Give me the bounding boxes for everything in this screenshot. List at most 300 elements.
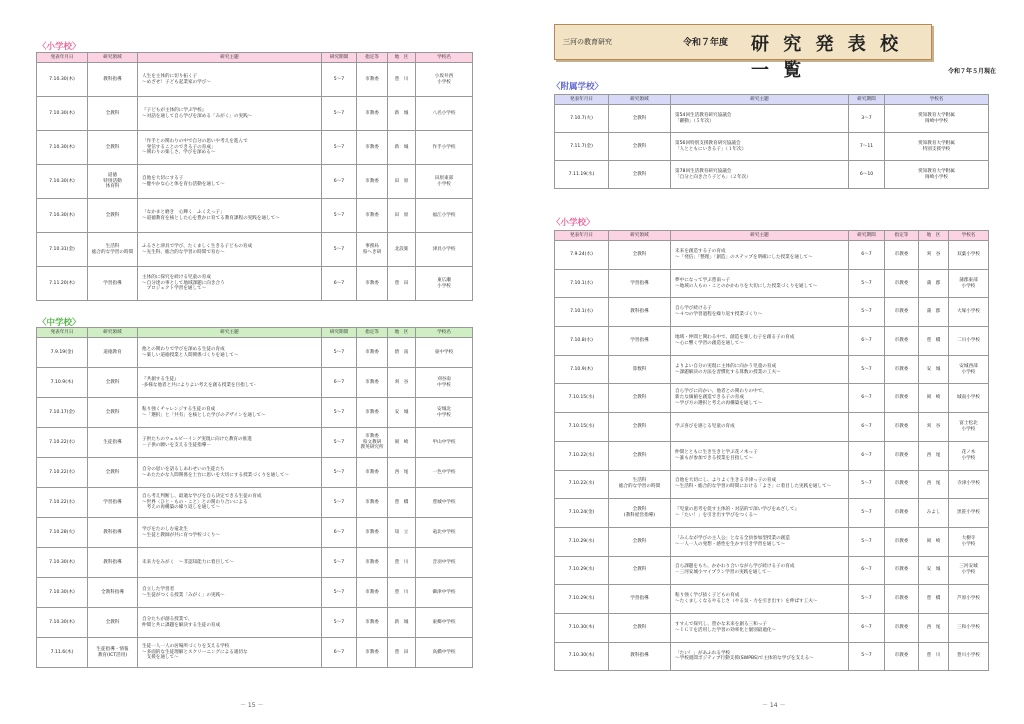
field-cell: 全教科 <box>609 161 671 189</box>
col-period: 研究期間 <box>849 231 885 241</box>
school-cell: 蒲郡東部 小学校 <box>949 269 989 298</box>
date-cell: 7.10.22(水) <box>555 470 609 499</box>
area-cell: 豊 田 <box>388 638 416 668</box>
table-row <box>555 298 989 327</box>
period-cell: 6～7 <box>849 384 885 413</box>
spec-cell: 市教委 <box>885 413 919 442</box>
area-cell: 岡 崎 <box>919 384 949 413</box>
spec-cell: 市教委 <box>357 458 388 488</box>
table-row <box>37 638 473 668</box>
area-cell: 刈 谷 <box>919 241 949 270</box>
theme-cell: 「たい！」があふれる学校 ～学校週間ポジティブ行動支援(SWPBS)で主体的な学びを支える～ <box>671 642 849 671</box>
spec-cell: 市教委 <box>885 384 919 413</box>
period-cell: 5～7 <box>322 97 357 131</box>
area-cell: 北設楽 <box>388 233 416 267</box>
date-cell: 7.11.19(水) <box>555 161 609 189</box>
date-cell: 7.10.7(火) <box>555 105 609 133</box>
elementary-table <box>36 52 473 301</box>
spec-cell: 市教委 <box>885 527 919 556</box>
date-cell: 7.10.9(木) <box>37 368 88 398</box>
area-cell: 豊 川 <box>388 63 416 97</box>
table-header <box>37 328 473 338</box>
period-cell: 5～7 <box>849 642 885 671</box>
school-cell: 津具小学校 <box>416 233 473 267</box>
theme-cell: 「みんなが学びの主人公」となる全員参加型授業の創造 ～一人一人の発想・感性を生かす引き学習を通して～ <box>671 527 849 556</box>
table-row <box>37 488 473 518</box>
theme-cell: 自分の思いを語るしあわせいの生徒たち ～あたたかな人間関係を土台に思いを大切にする授業づくりを通して～ <box>138 458 322 488</box>
field-cell: 教科指導 <box>609 642 671 671</box>
table-header <box>555 95 989 105</box>
area-cell: 西 尾 <box>919 470 949 499</box>
spec-cell: 市教委 <box>885 499 919 528</box>
school-cell: 刈谷南 中学校 <box>416 368 473 398</box>
area-cell: 安 城 <box>919 556 949 585</box>
period-cell: 5～7 <box>849 527 885 556</box>
field-cell: 全教科 <box>609 527 671 556</box>
field-cell: 全教科 <box>609 413 671 442</box>
date-cell: 7.10.31(金) <box>37 233 88 267</box>
period-cell: 7～11 <box>849 133 885 161</box>
field-cell: 全教科 (教科経営指導) <box>609 499 671 528</box>
spec-cell: 市教委 <box>357 578 388 608</box>
spec-cell: 市教委 <box>885 556 919 585</box>
date-cell: 7.10.22(水) <box>37 458 88 488</box>
table-row <box>37 368 473 398</box>
field-cell: 教科指導 <box>609 298 671 327</box>
area-cell: 西 尾 <box>919 613 949 642</box>
theme-cell: 第78回生活教育研究協議会 「自分と向き合う子ども」（２年次） <box>671 161 849 189</box>
school-cell: 高橋中学校 <box>416 638 473 668</box>
spec-cell: 市教委 <box>885 355 919 384</box>
field-cell: 全教科 <box>609 105 671 133</box>
date-cell: 7.9.24(水) <box>555 241 609 270</box>
spec-cell: 市教委 <box>357 131 388 165</box>
field-cell: 全教科 <box>88 608 138 638</box>
theme-cell: 他との関わりで学びを深める生徒の育成 ～楽しい道徳授業と人間関係づくりを通して～ <box>138 338 322 368</box>
field-cell: 算数科 <box>609 355 671 384</box>
area-cell: 刈 谷 <box>388 368 416 398</box>
area-cell: 豊 橋 <box>919 585 949 614</box>
date-cell: 7.10.15(水) <box>555 413 609 442</box>
table-row <box>37 233 473 267</box>
area-cell: 知 立 <box>388 518 416 548</box>
table-row <box>555 133 989 161</box>
school-cell: 東広瀬 小学校 <box>416 267 473 301</box>
spec-cell: 市教委 <box>885 327 919 356</box>
area-cell: 豊 川 <box>388 578 416 608</box>
col-field: 研究領域 <box>88 53 138 63</box>
junior-table <box>36 327 473 668</box>
date-cell: 7.10.24(金) <box>555 499 609 528</box>
col-school: 学校名 <box>416 328 473 338</box>
section-label-elementary: 〈小学校〉 <box>38 42 81 52</box>
table-row <box>37 518 473 548</box>
date-cell: 7.10.1(水) <box>555 269 609 298</box>
spec-cell: 市教委 <box>885 642 919 671</box>
field-cell: 全教科 <box>609 384 671 413</box>
theme-cell: 自ら課題をもち、かかわり合いながら学び続ける子の育成 －三河安城小マイプラン学習の実践を通して－ <box>671 556 849 585</box>
theme-cell: 「作手との関わりの中で自分の思いや考えを進んで 発信することのできる子の育成」 ～関わりの楽しさ、学びを深める～ <box>138 131 322 165</box>
theme-cell: よりよい自分の実現に主体的に向かう児童の育成 ～課題解決の方法を習慣化する算数の授業の工夫～ <box>671 355 849 384</box>
school-cell: 大塚小学校 <box>949 298 989 327</box>
section-label-junior: 〈中学校〉 <box>38 318 81 328</box>
field-cell: 全教科 <box>609 556 671 585</box>
theme-cell: 子供たちのウェルビーイング実現に向けた教育の推進 －子供の願いを支える生徒指導－ <box>138 428 322 458</box>
elementary-table-right <box>554 230 989 671</box>
col-theme: 研究主題 <box>138 53 322 63</box>
table-row <box>37 131 473 165</box>
field-cell: 教科指導 <box>88 63 138 97</box>
spec-cell: 市教委 <box>885 441 919 470</box>
period-cell: 5～7 <box>849 269 885 298</box>
theme-cell: 夢中になって学ぶ豊南っ子 ～地域の人もの・ことのかかわりを大切にした授業づくりを通して～ <box>671 269 849 298</box>
theme-cell: すすんで探究し、豊かな未来を創る三和っ子 ～ＩＣＴを活用した学習の効率化と個別最適化～ <box>671 613 849 642</box>
table-row <box>37 428 473 458</box>
spec-cell: 市教委 <box>357 488 388 518</box>
spec-cell: 市教委 <box>885 585 919 614</box>
area-cell: 豊 橋 <box>388 488 416 518</box>
spec-cell: 市教委 <box>357 338 388 368</box>
date-cell: 7.10.9(木) <box>555 355 609 384</box>
school-cell: 東郷中学校 <box>416 608 473 638</box>
area-cell: 田 原 <box>388 199 416 233</box>
period-cell: 6～7 <box>849 327 885 356</box>
area-cell: 安 城 <box>919 355 949 384</box>
area-cell: 西 尾 <box>388 458 416 488</box>
page-number-right: － 14 － <box>762 702 786 709</box>
school-cell: 二川小学校 <box>949 327 989 356</box>
period-cell: 3～7 <box>849 105 885 133</box>
theme-cell: 未来力をみがく ～非認知能力に着目して～ <box>138 548 322 578</box>
spec-cell: 市教委 <box>357 608 388 638</box>
area-cell: 碧 南 <box>388 338 416 368</box>
theme-cell: 自ら学び続ける子 ～４つの学習過程を繰り返す授業づくり～ <box>671 298 849 327</box>
school-cell: 寺津小学校 <box>949 470 989 499</box>
area-cell: 豊 橋 <box>919 327 949 356</box>
col-field: 研究領域 <box>609 95 671 105</box>
table-row <box>555 161 989 189</box>
table-row <box>555 441 989 470</box>
col-spec: 指定等 <box>357 328 388 338</box>
spec-cell: 事務局 県へき研 <box>357 233 388 267</box>
table-row <box>555 585 989 614</box>
theme-cell: 『子どもが主体的に学ぶ学校』 ～対話を通して自ら学びを深める「みがく」の実践～ <box>138 97 322 131</box>
theme-cell: 粘り強く学び抜く子どもの育成 ～たくましくなるやるじさ（やる気・力を引き出す）を伸ばす工夫～ <box>671 585 849 614</box>
period-cell: 6～7 <box>849 413 885 442</box>
theme-cell: 自ら学びに向かい、他者との関わりの中で、 新たな価値を創造できる子の育成 ～学び方の選択と考えの再構築を通して～ <box>671 384 849 413</box>
spec-cell: 市教委 <box>885 269 919 298</box>
col-date: 発表年月日 <box>555 231 609 241</box>
period-cell: 5～7 <box>322 548 357 578</box>
school-cell: 福江小学校 <box>416 199 473 233</box>
table-row <box>555 269 989 298</box>
school-cell: 安城北 中学校 <box>416 398 473 428</box>
table-header <box>555 231 989 241</box>
col-school: 学校名 <box>949 231 989 241</box>
date-cell: 7.10.30(木) <box>37 548 88 578</box>
spec-cell: 市教委 <box>357 638 388 668</box>
school-cell: 八名小学校 <box>416 97 473 131</box>
right-page <box>512 0 1024 724</box>
period-cell: 5～7 <box>322 398 357 428</box>
date-cell: 7.10.22(水) <box>555 441 609 470</box>
table-row <box>37 398 473 428</box>
period-cell: 6～7 <box>849 241 885 270</box>
table-row <box>555 384 989 413</box>
theme-cell: 自立した学習者 ～生徒がつくる授業「みがく」の実践～ <box>138 578 322 608</box>
date-cell: 7.10.22(水) <box>37 428 88 458</box>
table-row <box>555 642 989 671</box>
theme-cell: 粘り強くチャレンジする生徒の育成 ～「選択」と「共有」を核とした学びのデザインを通して～ <box>138 398 322 428</box>
theme-cell: 生徒一人一人の居場所づくりを支える学校 ～多面的な生徒理解とスクリーニングによる適切な 支援を通して～ <box>138 638 322 668</box>
spec-cell: 市教委 <box>357 97 388 131</box>
spec-cell: 市教委 <box>885 298 919 327</box>
field-cell: 学習指導 <box>609 585 671 614</box>
section-label-elementary-right: 〈小学校〉 <box>552 218 595 228</box>
period-cell: 6～7 <box>322 368 357 398</box>
school-cell: 小坂井西 小学校 <box>416 63 473 97</box>
period-cell: 6～7 <box>322 638 357 668</box>
theme-cell: 学びをたのしむ竜北生 ～生徒と教師が共に育つ学校づくり～ <box>138 518 322 548</box>
school-cell: 田原東部 小学校 <box>416 165 473 199</box>
area-cell: 岡 崎 <box>919 527 949 556</box>
area-cell: 豊 川 <box>388 548 416 578</box>
theme-cell: 学ぶ喜びを感じる児童の育成 <box>671 413 849 442</box>
period-cell: 6～7 <box>322 267 357 301</box>
col-date: 発表年月日 <box>37 328 88 338</box>
field-cell: 全教科指導 <box>88 578 138 608</box>
col-area: 地 区 <box>388 53 416 63</box>
table-header <box>37 53 473 63</box>
page-header <box>554 24 932 81</box>
school-cell: 竜北中学校 <box>416 518 473 548</box>
header-date: 令和７年５月現在 <box>947 68 996 75</box>
field-cell: 道徳 特別活動 体育科 <box>88 165 138 199</box>
col-spec: 指定等 <box>885 231 919 241</box>
area-cell: 蒲 郡 <box>919 298 949 327</box>
table-row <box>555 470 989 499</box>
col-period: 研究期間 <box>322 53 357 63</box>
spec-cell: 市教委 <box>357 398 388 428</box>
field-cell: 生徒指導 <box>88 428 138 458</box>
area-cell: 豊 川 <box>919 642 949 671</box>
col-theme: 研究主題 <box>138 328 322 338</box>
col-school: 学校名 <box>885 95 989 105</box>
date-cell: 7.11.6(木) <box>37 638 88 668</box>
spec-cell: 市教委 <box>885 241 919 270</box>
field-cell: 全教科 <box>88 131 138 165</box>
period-cell: 5～7 <box>849 499 885 528</box>
theme-cell: 第56回特別支援教育研究協議会 「人とともにいきる子」（１年次） <box>671 133 849 161</box>
period-cell: 6～7 <box>849 441 885 470</box>
area-cell: 安 城 <box>388 398 416 428</box>
school-cell: 豊城中学校 <box>416 488 473 518</box>
theme-cell: 『共創する生徒』 -多様な他者と共によりよい考えを創る授業を目指して- <box>138 368 322 398</box>
date-cell: 7.10.17(金) <box>37 398 88 428</box>
spec-cell: 市教委 <box>357 267 388 301</box>
period-cell: 6～7 <box>849 556 885 585</box>
table-row <box>37 608 473 638</box>
school-cell: 城南小学校 <box>949 384 989 413</box>
table-row <box>37 548 473 578</box>
area-cell: 刈 谷 <box>919 413 949 442</box>
field-cell: 道徳教育 <box>88 338 138 368</box>
school-cell: 安城西部 小学校 <box>949 355 989 384</box>
field-cell: 全教科 <box>609 441 671 470</box>
school-cell: 三河安城 小学校 <box>949 556 989 585</box>
theme-cell: ふるさと津具で学び、たくましく生きる子どもの育成 ～先生科、総合的な学習の時間で育む～ <box>138 233 322 267</box>
spec-cell: 市教委 <box>357 199 388 233</box>
period-cell: 5～7 <box>322 338 357 368</box>
table-row <box>555 105 989 133</box>
table-row <box>37 63 473 97</box>
area-cell: 新 城 <box>388 131 416 165</box>
col-date: 発表年月日 <box>555 95 609 105</box>
theme-cell: 未来を創造する子の育成 ～「発信」「整理」「創造」のステップを明確にした授業を通して～ <box>671 241 849 270</box>
table-row <box>37 578 473 608</box>
school-cell: 東中学校 <box>416 338 473 368</box>
period-cell: 6～7 <box>849 613 885 642</box>
field-cell: 生活科 総合的な学習の時間 <box>609 470 671 499</box>
school-cell: 黒笹小学校 <box>949 499 989 528</box>
date-cell: 7.10.30(木) <box>37 608 88 638</box>
col-field: 研究領域 <box>88 328 138 338</box>
table-row <box>555 241 989 270</box>
col-area: 地 区 <box>919 231 949 241</box>
date-cell: 7.11.20(木) <box>37 267 88 301</box>
theme-cell: 「なかまと磨き 心輝く ふくえっ子」 ～道徳教育を核とした心を豊かに育てる教育課程の実践を通して～ <box>138 199 322 233</box>
col-school: 学校名 <box>416 53 473 63</box>
field-cell: 学習指導 <box>88 267 138 301</box>
col-area: 地 区 <box>388 328 416 338</box>
spec-cell: 市教委 <box>357 548 388 578</box>
period-cell: 6～10 <box>849 161 885 189</box>
table-row <box>555 413 989 442</box>
table-row <box>37 199 473 233</box>
table-row <box>37 165 473 199</box>
school-cell: 甲山中学校 <box>416 428 473 458</box>
field-cell: 全教科 <box>609 133 671 161</box>
date-cell: 7.10.30(木) <box>555 613 609 642</box>
date-cell: 7.10.15(水) <box>555 384 609 413</box>
section-label-attached: 〈附属学校〉 <box>552 82 604 92</box>
table-row <box>37 97 473 131</box>
area-cell: みよし <box>919 499 949 528</box>
period-cell: 5～7 <box>322 199 357 233</box>
col-period: 研究期間 <box>322 328 357 338</box>
period-cell: 5～7 <box>322 233 357 267</box>
period-cell: 5～7 <box>322 63 357 97</box>
date-cell: 7.10.30(木) <box>37 199 88 233</box>
period-cell: 5～7 <box>849 470 885 499</box>
school-cell: 富士松北 小学校 <box>949 413 989 442</box>
date-cell: 7.10.22(水) <box>37 488 88 518</box>
theme-cell: 人生を主体的に切り拓く子 ～めざせ！子ども起業家の学び～ <box>138 63 322 97</box>
field-cell: 教科指導 <box>88 518 138 548</box>
school-cell: 芦原小学校 <box>949 585 989 614</box>
date-cell: 7.10.28(火) <box>37 518 88 548</box>
attached-table <box>554 94 989 189</box>
area-cell: 新 城 <box>388 97 416 131</box>
spec-cell: 市教委 <box>885 470 919 499</box>
col-period: 研究期間 <box>849 95 885 105</box>
area-cell: 新 城 <box>388 608 416 638</box>
date-cell: 7.10.30(木) <box>37 165 88 199</box>
col-theme: 研究主題 <box>671 95 849 105</box>
theme-cell: 第54回生活教育研究協議会 「躍動」（５年次） <box>671 105 849 133</box>
school-cell: 花ノ木 小学校 <box>949 441 989 470</box>
table-row <box>555 499 989 528</box>
table-row <box>555 327 989 356</box>
theme-cell: 地域・仲間と関わる中で、創造を楽しむ子を創る子の育成 ～心に響く学習の創造を通して～ <box>671 327 849 356</box>
school-cell: 三和小学校 <box>949 613 989 642</box>
date-cell: 7.10.29(水) <box>555 585 609 614</box>
period-cell: 5～7 <box>322 131 357 165</box>
area-cell: 岡 崎 <box>388 428 416 458</box>
period-cell: 5～7 <box>849 298 885 327</box>
header-subtitle: 三河の教育研究 <box>563 38 612 46</box>
date-cell: 7.10.30(木) <box>37 63 88 97</box>
area-cell: 蒲 郡 <box>919 269 949 298</box>
date-cell: 7.10.8(水) <box>555 327 609 356</box>
date-cell: 7.9.19(金) <box>37 338 88 368</box>
date-cell: 7.10.1(水) <box>555 298 609 327</box>
table-row <box>37 458 473 488</box>
school-cell: 豊川小学校 <box>949 642 989 671</box>
field-cell: 全教科 <box>609 241 671 270</box>
period-cell: 5～7 <box>322 488 357 518</box>
period-cell: 5～7 <box>322 578 357 608</box>
school-cell: 音羽中学校 <box>416 548 473 578</box>
school-cell: 愛知教育大学附属 特別支援学校 <box>885 133 989 161</box>
field-cell: 生徒指導・情報 教育(ICT活用) <box>88 638 138 668</box>
field-cell: 全教科 <box>88 199 138 233</box>
spec-cell: 市教委 <box>357 518 388 548</box>
period-cell: 5～7 <box>322 608 357 638</box>
field-cell: 全教科 <box>609 613 671 642</box>
table-row <box>555 527 989 556</box>
col-field: 研究領域 <box>609 231 671 241</box>
field-cell: 全教科 <box>88 458 138 488</box>
date-cell: 7.10.30(木) <box>37 131 88 165</box>
period-cell: 6～7 <box>322 165 357 199</box>
spec-cell: 市教委 <box>885 613 919 642</box>
field-cell: 教科指導 <box>88 548 138 578</box>
page-title: 研 究 発 表 校 一 覧 <box>751 34 903 81</box>
col-date: 発表年月日 <box>37 53 88 63</box>
spec-cell: 市教委 <box>357 165 388 199</box>
header-year: 令和７年度 <box>683 38 729 48</box>
school-cell: 作手小学校 <box>416 131 473 165</box>
spec-cell: 市教委 県文教研 教英研究所 <box>357 428 388 458</box>
theme-cell: 自他を大切にし、よりよく生きる寺津っ子の育成 ～生活科・総合的な学習の時間における「よさ」に着目した実践を通して～ <box>671 470 849 499</box>
date-cell: 7.10.30(木) <box>555 642 609 671</box>
date-cell: 7.11.7(金) <box>555 133 609 161</box>
field-cell: 学習指導 <box>609 327 671 356</box>
date-cell: 7.10.29(水) <box>555 556 609 585</box>
page-number-left: － 15 － <box>240 702 264 709</box>
field-cell: 学習指導 <box>88 488 138 518</box>
theme-cell: 自分たちが創る授業で、 仲間と共に課題を解決する生徒の育成 <box>138 608 322 638</box>
school-cell: 双葉小学校 <box>949 241 989 270</box>
date-cell: 7.10.30(木) <box>37 578 88 608</box>
theme-cell: 主体的に探究を続ける児童の育成 ～自分達の事として地域課題に向き合う プロジェクト学習を通して～ <box>138 267 322 301</box>
table-row <box>555 355 989 384</box>
spec-cell: 市教委 <box>357 368 388 398</box>
period-cell: 5～7 <box>849 355 885 384</box>
table-row <box>37 267 473 301</box>
school-cell: 一色中学校 <box>416 458 473 488</box>
